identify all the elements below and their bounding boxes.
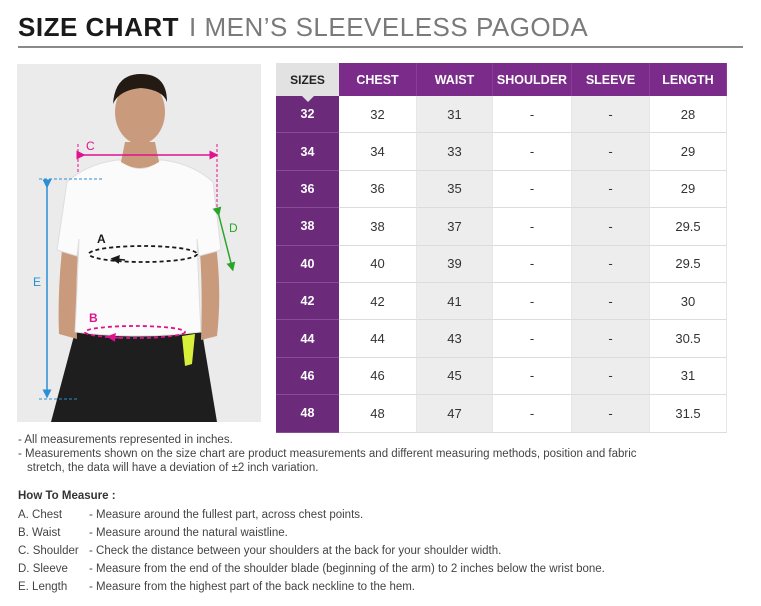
value-cell: - — [572, 96, 650, 133]
value-cell: 38 — [339, 208, 417, 245]
label-c: C — [86, 139, 95, 153]
header-sizes: SIZES — [276, 63, 339, 96]
measure-label: D. Sleeve — [18, 563, 68, 575]
measure-label: E. Length — [18, 581, 68, 593]
table-row — [276, 96, 727, 133]
list-item — [18, 563, 605, 581]
value-cell: - — [572, 171, 650, 208]
table-row — [276, 171, 727, 208]
value-cell: 31 — [650, 358, 727, 395]
value-cell: 29 — [650, 171, 727, 208]
value-cell: 43 — [417, 320, 493, 357]
header-length: LENGTH — [650, 63, 727, 96]
measure-label: B. Waist — [18, 527, 61, 539]
table-row — [276, 358, 727, 395]
value-cell: 48 — [339, 395, 417, 432]
value-cell: 42 — [339, 283, 417, 320]
size-table — [276, 63, 727, 433]
value-cell: 39 — [417, 246, 493, 283]
list-item — [18, 581, 605, 599]
size-cell: 48 — [276, 395, 339, 432]
value-cell: 33 — [417, 133, 493, 170]
note-deviation: - Measurements shown on the size chart are product measurements and different measuring methods, position and fabric — [18, 448, 637, 460]
value-cell: 34 — [339, 133, 417, 170]
measure-text: - Measure around the fullest part, across chest points. — [89, 509, 364, 521]
value-cell: 32 — [339, 96, 417, 133]
header-chest: CHEST — [339, 63, 417, 96]
measure-text: - Measure from the highest part of the back neckline to the hem. — [89, 581, 416, 593]
label-d: D — [229, 221, 238, 235]
tshirt-shape — [57, 160, 221, 336]
measurement-diagram — [17, 64, 261, 422]
value-cell: - — [572, 358, 650, 395]
value-cell: - — [493, 171, 572, 208]
value-cell: 28 — [650, 96, 727, 133]
list-item — [18, 527, 605, 545]
measure-text: - Measure from the end of the shoulder blade (beginning of the arm) to 2 inches below the wrist bone. — [89, 563, 605, 575]
value-cell: 30 — [650, 283, 727, 320]
value-cell: 29.5 — [650, 246, 727, 283]
value-cell: 31.5 — [650, 395, 727, 432]
header-shoulder: SHOULDER — [493, 63, 572, 96]
header-waist: WAIST — [417, 63, 493, 96]
table-row — [276, 208, 727, 245]
list-item — [18, 545, 605, 563]
table-row — [276, 283, 727, 320]
value-cell: - — [493, 320, 572, 357]
value-cell: 31 — [417, 96, 493, 133]
size-cell: 46 — [276, 358, 339, 395]
value-cell: 44 — [339, 320, 417, 357]
notes — [18, 433, 748, 475]
value-cell: 35 — [417, 171, 493, 208]
value-cell: - — [572, 246, 650, 283]
size-cell: 44 — [276, 320, 339, 357]
table-row — [276, 246, 727, 283]
value-cell: - — [572, 395, 650, 432]
value-cell: 40 — [339, 246, 417, 283]
value-cell: - — [493, 358, 572, 395]
model-photo — [17, 64, 261, 422]
size-cell: 36 — [276, 171, 339, 208]
size-cell: 38 — [276, 208, 339, 245]
value-cell: 29.5 — [650, 208, 727, 245]
label-e: E — [33, 275, 42, 289]
value-cell: 29 — [650, 133, 727, 170]
list-item — [18, 509, 605, 527]
label-b: B — [89, 311, 98, 325]
value-cell: 45 — [417, 358, 493, 395]
value-cell: - — [572, 320, 650, 357]
value-cell: - — [493, 96, 572, 133]
note-deviation-cont: stretch, the data will have a deviation of ±2 inch variation. — [27, 462, 319, 474]
value-cell: - — [493, 246, 572, 283]
size-cell: 42 — [276, 283, 339, 320]
table-row — [276, 395, 727, 432]
value-cell: - — [493, 395, 572, 432]
value-cell: - — [572, 133, 650, 170]
label-a: A — [97, 232, 106, 246]
value-cell: 46 — [339, 358, 417, 395]
measure-text: - Measure around the natural waistline. — [89, 527, 288, 539]
table-row — [276, 133, 727, 170]
measure-label: A. Chest — [18, 509, 63, 521]
value-cell: - — [493, 208, 572, 245]
how-to-measure-title: How To Measure : — [18, 490, 116, 502]
value-cell: 30.5 — [650, 320, 727, 357]
measure-label: C. Shoulder — [18, 545, 79, 557]
value-cell: - — [572, 208, 650, 245]
value-cell: - — [493, 133, 572, 170]
value-cell: 47 — [417, 395, 493, 432]
size-cell: 32 — [276, 96, 339, 133]
value-cell: - — [572, 283, 650, 320]
table-header-row — [276, 63, 727, 96]
size-cell: 40 — [276, 246, 339, 283]
page-header — [18, 12, 743, 48]
note-inches: - All measurements represented in inches. — [18, 434, 233, 446]
value-cell: - — [493, 283, 572, 320]
how-to-measure-list — [18, 509, 605, 599]
page-title: SIZE CHART — [18, 12, 179, 42]
header-sleeve: SLEEVE — [572, 63, 650, 96]
measure-text: - Check the distance between your shoulders at the back for your shoulder width. — [89, 545, 502, 557]
value-cell: 37 — [417, 208, 493, 245]
page-subtitle: I MEN’S SLEEVELESS PAGODA — [189, 12, 589, 42]
value-cell: 41 — [417, 283, 493, 320]
table-row — [276, 320, 727, 357]
size-cell: 34 — [276, 133, 339, 170]
value-cell: 36 — [339, 171, 417, 208]
